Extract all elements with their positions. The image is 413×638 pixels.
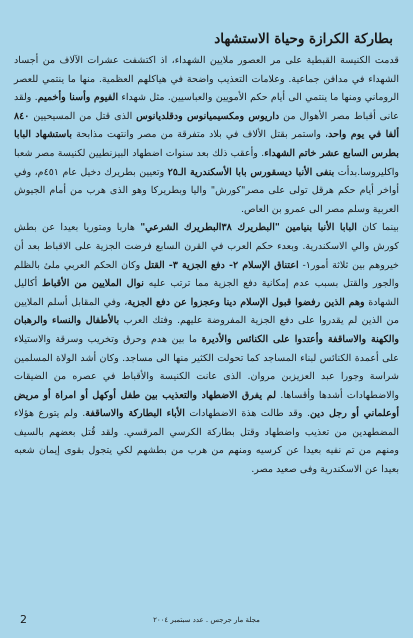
bold-text-run: الأباء البطاركة والاساقفة: [85, 408, 185, 420]
text-run: هاربا ومتوريا بعيدا عن بطش كورش والي الاسكندرية. وبعدء حكم العرب في القرن السابع فرضت الجزية على الاقباط بعد أن خيروهم بين ثلاثة أمور١-: [14, 222, 399, 271]
article-paragraph: [14, 219, 399, 479]
text-run: . وأعقب ذلك بعد سنوات اضطهاد البيزنطيين لكنيسة مصر شعبا واكليروسا.بدأت: [14, 147, 399, 178]
article-paragraph: [14, 52, 399, 219]
bold-text-run: اعتناق الإسلام ٢- دفع الجزية ٣- القتل: [144, 259, 299, 271]
text-run: . ولقد عانى أقباط مصر الأهوال من: [14, 92, 399, 122]
text-run: وكان الحكم العربي ملئ بالظلم والجور والقتل بسبب عدم إمكانية دفع الجزية مما ترتب عليه: [14, 259, 399, 290]
text-run: . ولم يتورع هؤلاء المضطهدين من تعذيب واضطهاد وقتل بطاركة الكرسي المرقسي. ولقد قُتل بعضهم بالسيف ومنهم من تم نفيه بعيدا عن كرسيه ومنهم من هرب من بطشهم لكي يتجول بقوى إيمان شعبه بعيدا عن الاسكندرية وفى صعيد مصر.: [14, 408, 399, 476]
publication-line: مجلة مار جرجس . عدد سبتمبر ٢٠٠٤: [153, 616, 260, 624]
page-number: 2: [20, 613, 27, 626]
text-run: وتعيين بطريرك دخيل عام ٤٥١م، وفي أواخر أيام حكم هرقل تولى على مصر"كورش" واليا وبطريركا وهو الذى هرب من أمام الجيوش العربية وسلم مصر الى عمرو بن العاص.: [14, 166, 399, 215]
text-run: قدمت الكنيسة القبطية على مر العصور ملايين الشهداء، اذ اكتشفت عشرات الآلاف من أجساد الشهداء في مدافن جماعية. وعلامات التعذيب واضحة في هياكلهم العظمية. منها ما ينتمي للعصر الروماني ومنها ما ينتمي الى أيام حكم الأمويين والعباسيين. مثل شهداء: [14, 55, 400, 104]
bold-text-run: الفيوم وأسنا وأخميم: [37, 92, 119, 104]
text-run: الذى قتل من المسيحيين: [29, 110, 137, 122]
text-run: ، وفي المقابل أسلم الملايين من الذين لم يقدروا على دفع الجزية المفروضة عليهم. وفتك العرب: [14, 296, 399, 327]
bold-text-run: بالأطفال والنساء والرهبان والكهنة والاساقفة وأعتدوا على الكنائس والأديرة: [14, 315, 399, 345]
bold-text-run: نوال الملايين من الأقباط: [41, 278, 144, 290]
article-body: [14, 52, 399, 480]
page-footer: [0, 610, 413, 626]
bold-text-run: داريوس ومكسيميانوس ودقلديانوس: [136, 110, 280, 122]
text-run: ، واستمر بقتل الألاف في بلاد متفرقة من مصر وانتهت مذابحة: [72, 129, 329, 141]
text-run: بينما كان: [356, 222, 399, 234]
bold-text-run: ٨٤٠ ألفا في يوم واحد: [14, 110, 399, 141]
bold-text-run: وهم الذين رفضوا قبول الإسلام دينا وعجزوا عن دفع الجزية: [127, 296, 365, 308]
text-run: أكاليل الشهادة: [14, 278, 399, 308]
bold-text-run: لم يفرق الاضطهاد والتعذيب بين طفل أوكهل أو امراة أو مريض أوعلماني أو رجل دين: [14, 389, 399, 420]
text-run: ما بين هدم وحرق وتخريب وسرقة والاستيلاء على أعمدة الكنائس لبناء المساجد كما تحولت الكثير منها الى مساجد. وكان أشد الولاة المسلمين شراسة وجورا عبد العزيزبن مروان. الذى عانت الكنيسة والأقباط في عصره من الضيقات والاضطهادات أشدها وأقساها.: [14, 333, 399, 401]
text-run: . وقد طالت هذة الاضطهادات: [184, 408, 311, 420]
article-heading: بطاركة الكرازة وحياة الاستشهاد: [214, 31, 393, 47]
bold-text-run: باستشهاد البابا بطرس السابع عشر خاتم الشهداء: [14, 129, 399, 159]
bold-text-run: البابا الأنبا بنيامين "البطريرك ٣٨البطريرك الشرعي": [140, 222, 357, 234]
bold-text-run: بنفى الأنبا ديسقورس بابا الأسكندرية الـ٢٥: [167, 166, 335, 178]
